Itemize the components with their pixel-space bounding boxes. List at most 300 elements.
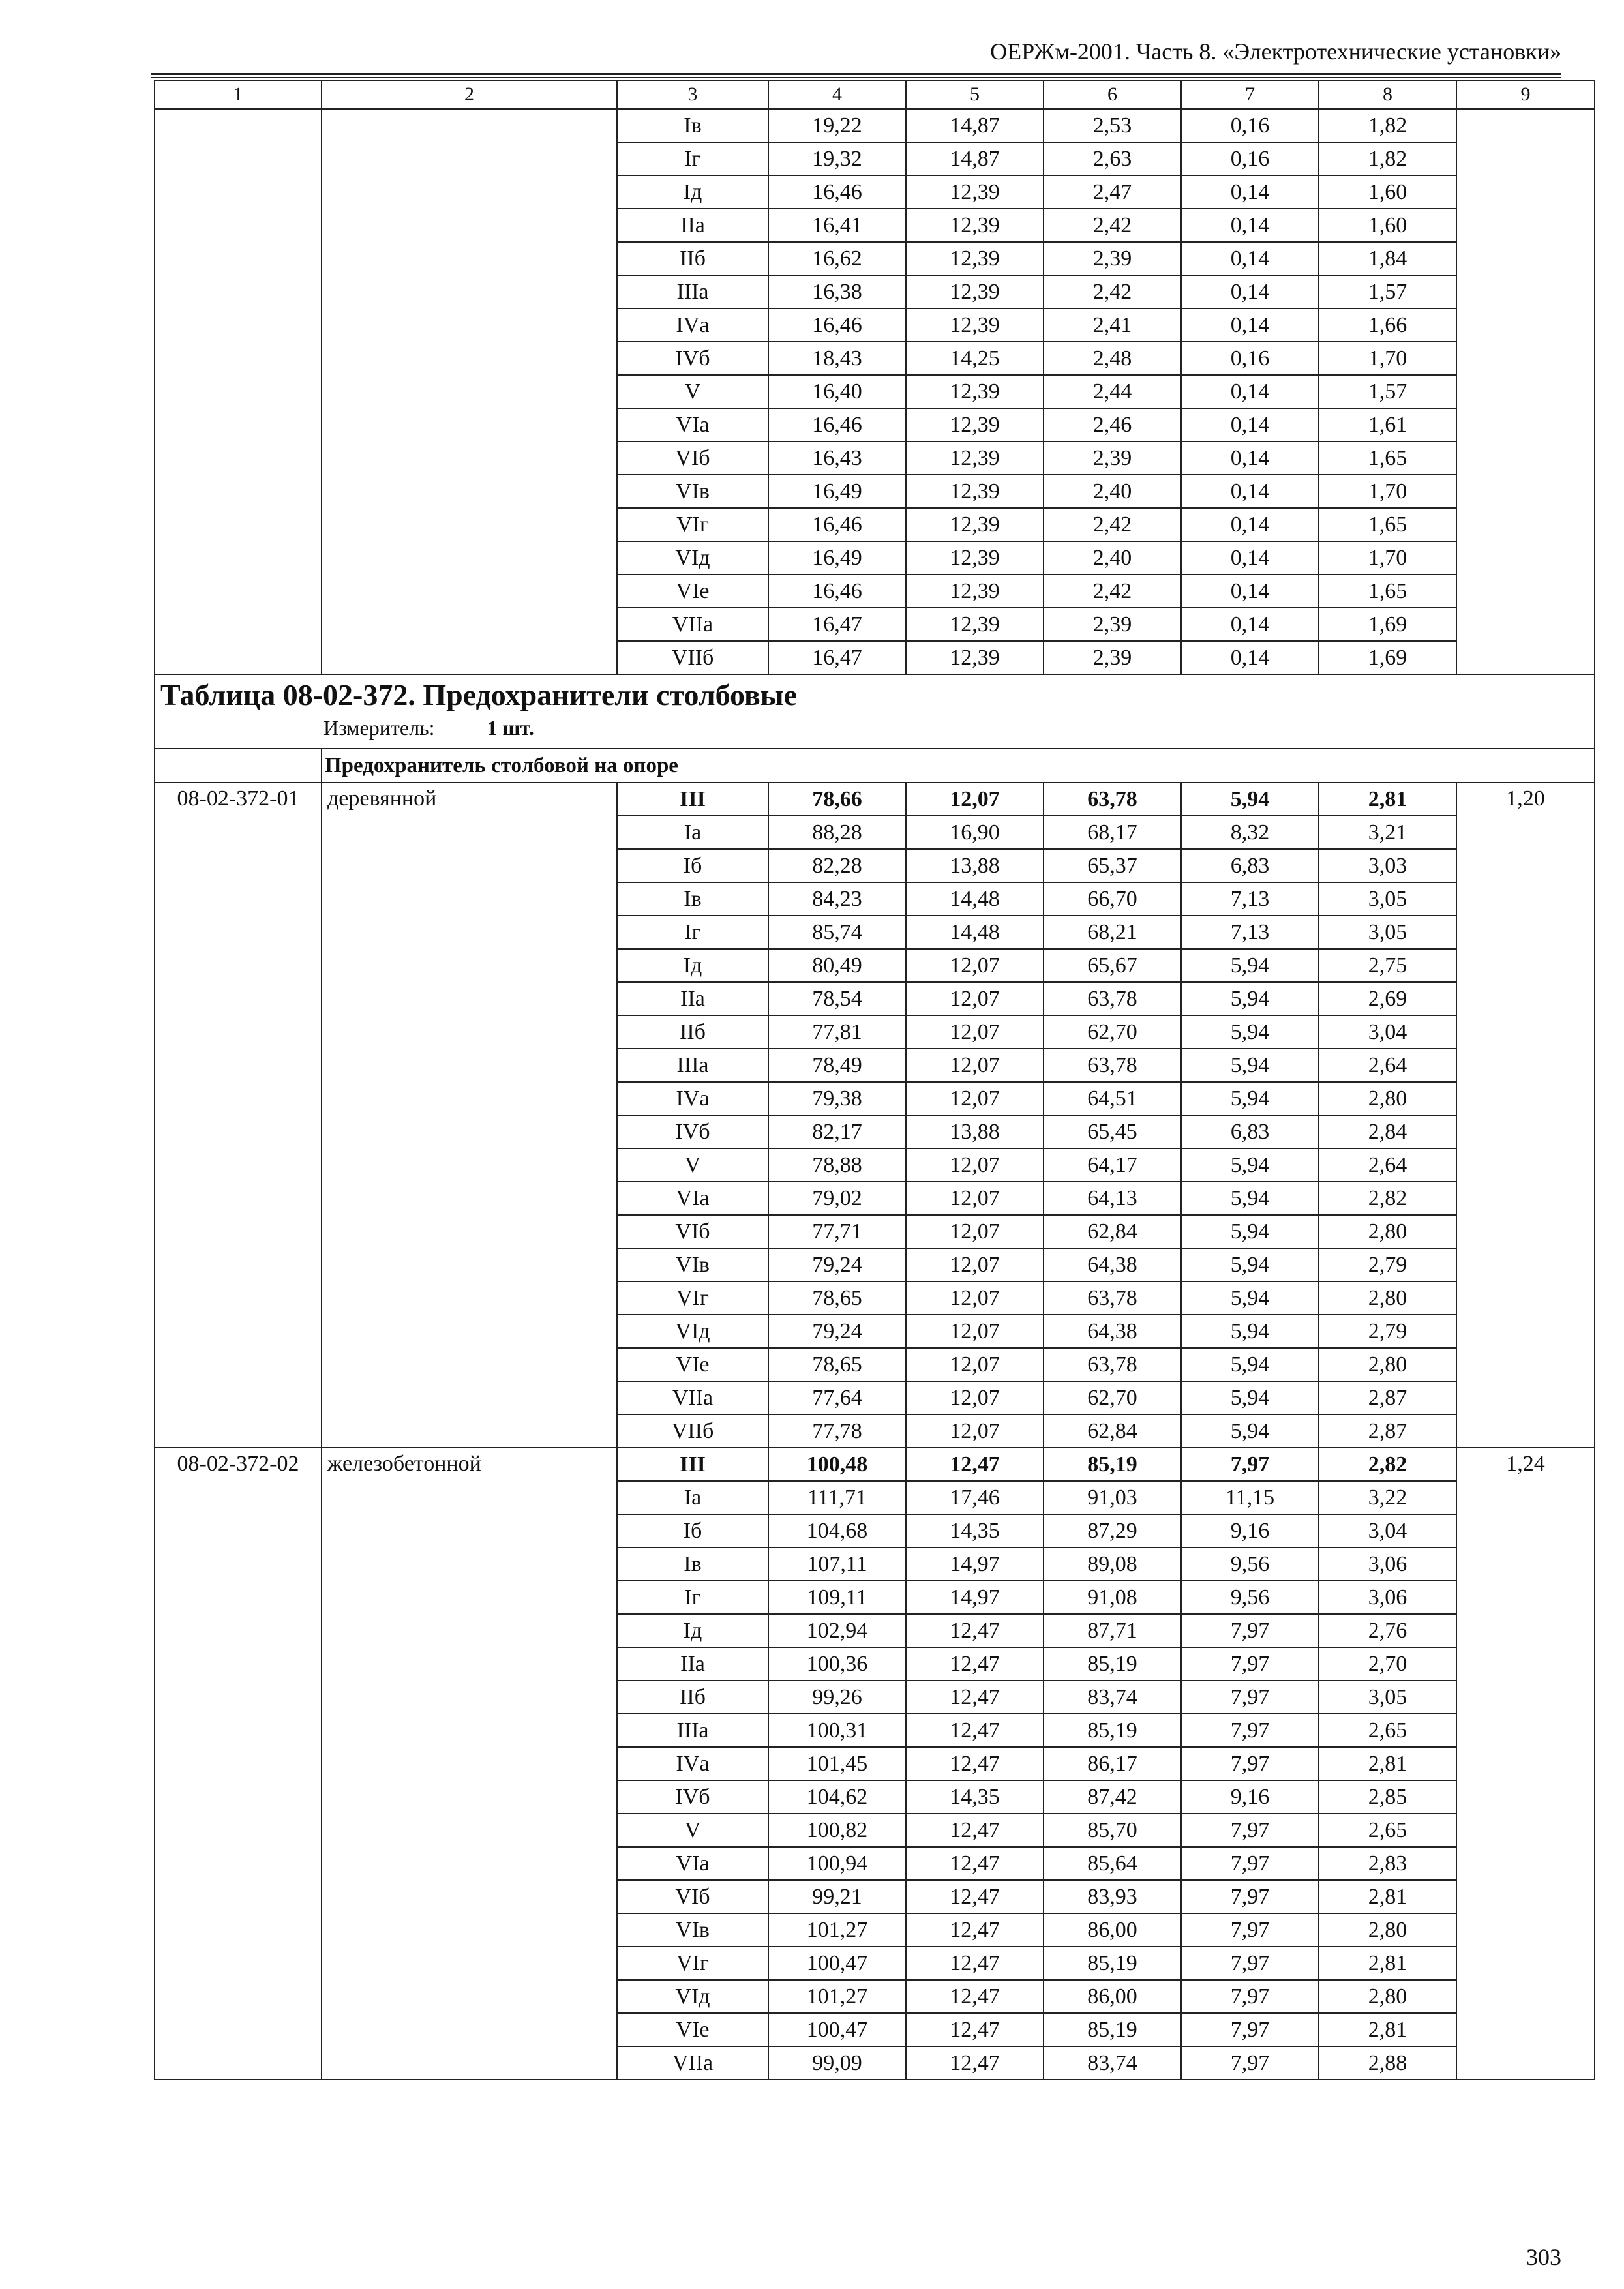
driver-wage-cell: 9,56 <box>1181 1548 1319 1581</box>
material-cost-cell: 2,85 <box>1319 1780 1456 1814</box>
driver-wage-cell: 5,94 <box>1181 1315 1319 1348</box>
driver-wage-cell: 7,13 <box>1181 916 1319 949</box>
wage-cell: 12,47 <box>906 1681 1044 1714</box>
wage-cell: 12,39 <box>906 175 1044 209</box>
zone-cell: VIб <box>617 1880 768 1913</box>
wage-cell: 12,47 <box>906 2046 1044 2080</box>
material-cost-cell: 3,04 <box>1319 1015 1456 1049</box>
zone-cell: VIIб <box>617 641 768 674</box>
material-cost-cell: 2,80 <box>1319 1348 1456 1381</box>
machine-cost-cell: 87,42 <box>1044 1780 1181 1814</box>
driver-wage-cell: 0,14 <box>1181 441 1319 475</box>
total-cost-cell: 101,45 <box>768 1747 906 1780</box>
material-cost-cell: 2,79 <box>1319 1248 1456 1281</box>
wage-cell: 12,07 <box>906 1381 1044 1414</box>
material-cost-cell: 3,05 <box>1319 1681 1456 1714</box>
material-cost-cell: 2,80 <box>1319 1215 1456 1248</box>
zone-cell: VIIа <box>617 1381 768 1414</box>
rate-coefficient: 1,20 <box>1456 783 1595 1448</box>
driver-wage-cell: 7,97 <box>1181 2046 1319 2080</box>
material-cost-cell: 1,65 <box>1319 575 1456 608</box>
wage-cell: 12,07 <box>906 1082 1044 1115</box>
wage-cell: 12,07 <box>906 1049 1044 1082</box>
rate-name: железобетонной <box>322 1448 617 2080</box>
wage-cell: 12,39 <box>906 441 1044 475</box>
page-number: 303 <box>1526 2244 1561 2270</box>
material-cost-cell: 2,76 <box>1319 1614 1456 1647</box>
material-cost-cell: 1,70 <box>1319 541 1456 575</box>
zone-cell: VIб <box>617 1215 768 1248</box>
zone-cell: IIIа <box>617 1714 768 1747</box>
wage-cell: 12,47 <box>906 1913 1044 1947</box>
material-cost-cell: 2,75 <box>1319 949 1456 982</box>
machine-cost-cell: 62,84 <box>1044 1414 1181 1448</box>
material-cost-cell: 1,65 <box>1319 508 1456 541</box>
column-number: 2 <box>322 80 617 109</box>
wage-cell: 12,47 <box>906 2013 1044 2046</box>
wage-cell: 14,48 <box>906 882 1044 916</box>
wage-cell: 14,87 <box>906 109 1044 142</box>
zone-cell: VIв <box>617 475 768 508</box>
machine-cost-cell: 63,78 <box>1044 783 1181 816</box>
total-cost-cell: 104,62 <box>768 1780 906 1814</box>
total-cost-cell: 88,28 <box>768 816 906 849</box>
total-cost-cell: 77,64 <box>768 1381 906 1414</box>
wage-cell: 12,07 <box>906 1315 1044 1348</box>
total-cost-cell: 16,62 <box>768 242 906 275</box>
driver-wage-cell: 0,14 <box>1181 508 1319 541</box>
zone-cell: V <box>617 375 768 408</box>
material-cost-cell: 2,81 <box>1319 1747 1456 1780</box>
zone-cell: VIг <box>617 1947 768 1980</box>
zone-cell: IVб <box>617 342 768 375</box>
wage-cell: 12,39 <box>906 375 1044 408</box>
wage-cell: 12,07 <box>906 949 1044 982</box>
material-cost-cell: 2,80 <box>1319 1980 1456 2013</box>
total-cost-cell: 78,54 <box>768 982 906 1015</box>
material-cost-cell: 1,82 <box>1319 109 1456 142</box>
rate-code: 08-02-372-02 <box>155 1448 322 2080</box>
driver-wage-cell: 0,14 <box>1181 475 1319 508</box>
machine-cost-cell: 62,70 <box>1044 1015 1181 1049</box>
machine-cost-cell: 65,37 <box>1044 849 1181 882</box>
zone-cell: IIб <box>617 1681 768 1714</box>
driver-wage-cell: 0,16 <box>1181 109 1319 142</box>
machine-cost-cell: 89,08 <box>1044 1548 1181 1581</box>
material-cost-cell: 2,64 <box>1319 1148 1456 1182</box>
material-cost-cell: 2,82 <box>1319 1182 1456 1215</box>
zone-cell: IIа <box>617 1647 768 1681</box>
material-cost-cell: 3,03 <box>1319 849 1456 882</box>
total-cost-cell: 16,47 <box>768 608 906 641</box>
machine-cost-cell: 86,17 <box>1044 1747 1181 1780</box>
zone-cell: Iг <box>617 916 768 949</box>
zone-cell: Iд <box>617 175 768 209</box>
zone-cell: Iг <box>617 1581 768 1614</box>
material-cost-cell: 2,65 <box>1319 1714 1456 1747</box>
total-cost-cell: 100,94 <box>768 1847 906 1880</box>
driver-wage-cell: 7,97 <box>1181 1614 1319 1647</box>
zone-cell: VIд <box>617 1980 768 2013</box>
driver-wage-cell: 9,16 <box>1181 1780 1319 1814</box>
material-cost-cell: 2,81 <box>1319 2013 1456 2046</box>
zone-cell: IIб <box>617 1015 768 1049</box>
column-number: 9 <box>1456 80 1595 109</box>
wage-cell: 12,39 <box>906 475 1044 508</box>
wage-cell: 12,39 <box>906 541 1044 575</box>
material-cost-cell: 2,88 <box>1319 2046 1456 2080</box>
zone-cell: IVа <box>617 1747 768 1780</box>
wage-cell: 12,47 <box>906 1947 1044 1980</box>
driver-wage-cell: 0,16 <box>1181 342 1319 375</box>
machine-cost-cell: 63,78 <box>1044 1049 1181 1082</box>
name-cell <box>322 109 617 674</box>
measure-label: Измеритель: <box>323 716 435 740</box>
machine-cost-cell: 85,19 <box>1044 1714 1181 1747</box>
machine-cost-cell: 85,70 <box>1044 1814 1181 1847</box>
wage-cell: 12,47 <box>906 1714 1044 1747</box>
driver-wage-cell: 8,32 <box>1181 816 1319 849</box>
total-cost-cell: 104,68 <box>768 1514 906 1548</box>
total-cost-cell: 16,46 <box>768 508 906 541</box>
rate-coefficient: 1,24 <box>1456 1448 1595 2080</box>
wage-cell: 14,87 <box>906 142 1044 175</box>
zone-cell: IVб <box>617 1780 768 1814</box>
material-cost-cell: 3,04 <box>1319 1514 1456 1548</box>
total-cost-cell: 16,47 <box>768 641 906 674</box>
driver-wage-cell: 5,94 <box>1181 949 1319 982</box>
column-number: 6 <box>1044 80 1181 109</box>
total-cost-cell: 16,43 <box>768 441 906 475</box>
zone-cell: VIа <box>617 1182 768 1215</box>
machine-cost-cell: 62,84 <box>1044 1215 1181 1248</box>
machine-cost-cell: 2,63 <box>1044 142 1181 175</box>
total-cost-cell: 84,23 <box>768 882 906 916</box>
zone-cell: VIа <box>617 408 768 441</box>
total-cost-cell: 111,71 <box>768 1481 906 1514</box>
driver-wage-cell: 7,97 <box>1181 1448 1319 1481</box>
wage-cell: 12,39 <box>906 641 1044 674</box>
group-header-row <box>155 749 1595 783</box>
machine-cost-cell: 2,44 <box>1044 375 1181 408</box>
wage-cell: 14,25 <box>906 342 1044 375</box>
zone-cell: IIа <box>617 982 768 1015</box>
machine-cost-cell: 86,00 <box>1044 1980 1181 2013</box>
material-cost-cell: 1,69 <box>1319 641 1456 674</box>
machine-cost-cell: 63,78 <box>1044 982 1181 1015</box>
wage-cell: 13,88 <box>906 1115 1044 1148</box>
zone-cell: IVб <box>617 1115 768 1148</box>
material-cost-cell: 1,60 <box>1319 175 1456 209</box>
zone-cell: Iа <box>617 816 768 849</box>
wage-cell: 12,07 <box>906 1281 1044 1315</box>
driver-wage-cell: 0,14 <box>1181 175 1319 209</box>
total-cost-cell: 77,81 <box>768 1015 906 1049</box>
table-title-row <box>155 674 1595 749</box>
material-cost-cell: 3,22 <box>1319 1481 1456 1514</box>
machine-cost-cell: 66,70 <box>1044 882 1181 916</box>
driver-wage-cell: 0,14 <box>1181 541 1319 575</box>
total-cost-cell: 78,88 <box>768 1148 906 1182</box>
total-cost-cell: 109,11 <box>768 1581 906 1614</box>
wage-cell: 12,39 <box>906 508 1044 541</box>
machine-cost-cell: 64,17 <box>1044 1148 1181 1182</box>
driver-wage-cell: 5,94 <box>1181 1015 1319 1049</box>
machine-cost-cell: 91,03 <box>1044 1481 1181 1514</box>
rate-name: деревянной <box>322 783 617 1448</box>
driver-wage-cell: 5,94 <box>1181 1348 1319 1381</box>
zone-cell: VIг <box>617 508 768 541</box>
driver-wage-cell: 9,56 <box>1181 1581 1319 1614</box>
measure-value: 1 шт. <box>487 716 534 740</box>
column-number: 3 <box>617 80 768 109</box>
machine-cost-cell: 87,29 <box>1044 1514 1181 1548</box>
machine-cost-cell: 68,17 <box>1044 816 1181 849</box>
zone-cell: VIв <box>617 1248 768 1281</box>
zone-cell: VIIа <box>617 2046 768 2080</box>
driver-wage-cell: 7,97 <box>1181 1913 1319 1947</box>
total-cost-cell: 100,47 <box>768 1947 906 1980</box>
machine-cost-cell: 63,78 <box>1044 1281 1181 1315</box>
wage-cell: 12,47 <box>906 1448 1044 1481</box>
machine-cost-cell: 91,08 <box>1044 1581 1181 1614</box>
driver-wage-cell: 0,14 <box>1181 641 1319 674</box>
driver-wage-cell: 11,15 <box>1181 1481 1319 1514</box>
driver-wage-cell: 0,14 <box>1181 608 1319 641</box>
column-number: 1 <box>155 80 322 109</box>
zone-cell: III <box>617 783 768 816</box>
driver-wage-cell: 5,94 <box>1181 1148 1319 1182</box>
driver-wage-cell: 0,14 <box>1181 375 1319 408</box>
zone-cell: IIа <box>617 209 768 242</box>
wage-cell: 14,97 <box>906 1581 1044 1614</box>
total-cost-cell: 19,22 <box>768 109 906 142</box>
machine-cost-cell: 2,48 <box>1044 342 1181 375</box>
wage-cell: 12,07 <box>906 1248 1044 1281</box>
driver-wage-cell: 5,94 <box>1181 1414 1319 1448</box>
driver-wage-cell: 7,97 <box>1181 1814 1319 1847</box>
machine-cost-cell: 64,51 <box>1044 1082 1181 1115</box>
machine-cost-cell: 2,42 <box>1044 508 1181 541</box>
machine-cost-cell: 2,42 <box>1044 275 1181 308</box>
driver-wage-cell: 6,83 <box>1181 1115 1319 1148</box>
material-cost-cell: 2,80 <box>1319 1082 1456 1115</box>
driver-wage-cell: 5,94 <box>1181 1281 1319 1315</box>
wage-cell: 12,47 <box>906 1880 1044 1913</box>
driver-wage-cell: 7,97 <box>1181 1714 1319 1747</box>
material-cost-cell: 2,83 <box>1319 1847 1456 1880</box>
table-title: Таблица 08-02-372. Предохранители столбовые <box>160 678 798 711</box>
zone-cell: Iв <box>617 1548 768 1581</box>
total-cost-cell: 82,17 <box>768 1115 906 1148</box>
total-cost-cell: 19,32 <box>768 142 906 175</box>
zone-cell: Iб <box>617 849 768 882</box>
zone-cell: VIе <box>617 1348 768 1381</box>
total-cost-cell: 18,43 <box>768 342 906 375</box>
total-cost-cell: 100,47 <box>768 2013 906 2046</box>
wage-cell: 12,07 <box>906 982 1044 1015</box>
wage-cell: 17,46 <box>906 1481 1044 1514</box>
material-cost-cell: 1,61 <box>1319 408 1456 441</box>
wage-cell: 12,07 <box>906 1414 1044 1448</box>
wage-cell: 12,07 <box>906 1148 1044 1182</box>
total-cost-cell: 99,09 <box>768 2046 906 2080</box>
machine-cost-cell: 2,46 <box>1044 408 1181 441</box>
driver-wage-cell: 5,94 <box>1181 1082 1319 1115</box>
table-row <box>155 109 1595 142</box>
rates-table-body <box>155 80 1595 2080</box>
driver-wage-cell: 7,97 <box>1181 1681 1319 1714</box>
machine-cost-cell: 2,40 <box>1044 475 1181 508</box>
zone-cell: VIIб <box>617 1414 768 1448</box>
zone-cell: IVа <box>617 1082 768 1115</box>
material-cost-cell: 2,87 <box>1319 1381 1456 1414</box>
machine-cost-cell: 85,64 <box>1044 1847 1181 1880</box>
machine-cost-cell: 83,74 <box>1044 1681 1181 1714</box>
driver-wage-cell: 7,97 <box>1181 1647 1319 1681</box>
wage-cell: 12,39 <box>906 242 1044 275</box>
driver-wage-cell: 5,94 <box>1181 1248 1319 1281</box>
machine-cost-cell: 63,78 <box>1044 1348 1181 1381</box>
wage-cell: 12,47 <box>906 1980 1044 2013</box>
driver-wage-cell: 7,97 <box>1181 2013 1319 2046</box>
wage-cell: 13,88 <box>906 849 1044 882</box>
column-number: 5 <box>906 80 1044 109</box>
column-number: 8 <box>1319 80 1456 109</box>
machine-cost-cell: 2,39 <box>1044 441 1181 475</box>
wage-cell: 12,47 <box>906 1814 1044 1847</box>
material-cost-cell: 1,66 <box>1319 308 1456 342</box>
machine-cost-cell: 2,40 <box>1044 541 1181 575</box>
wage-cell: 12,07 <box>906 1215 1044 1248</box>
wage-cell: 12,47 <box>906 1847 1044 1880</box>
driver-wage-cell: 7,97 <box>1181 1947 1319 1980</box>
machine-cost-cell: 83,74 <box>1044 2046 1181 2080</box>
zone-cell: III <box>617 1448 768 1481</box>
machine-cost-cell: 64,38 <box>1044 1248 1181 1281</box>
machine-cost-cell: 2,39 <box>1044 608 1181 641</box>
wage-cell: 12,07 <box>906 783 1044 816</box>
material-cost-cell: 2,79 <box>1319 1315 1456 1348</box>
zone-cell: VIе <box>617 575 768 608</box>
material-cost-cell: 2,87 <box>1319 1414 1456 1448</box>
total-cost-cell: 85,74 <box>768 916 906 949</box>
total-cost-cell: 78,65 <box>768 1281 906 1315</box>
total-cost-cell: 79,24 <box>768 1248 906 1281</box>
zone-cell: VIб <box>617 441 768 475</box>
machine-cost-cell: 2,47 <box>1044 175 1181 209</box>
rates-table <box>154 80 1595 2080</box>
material-cost-cell: 1,65 <box>1319 441 1456 475</box>
zone-cell: VIе <box>617 2013 768 2046</box>
total-cost-cell: 100,31 <box>768 1714 906 1747</box>
wage-cell: 12,07 <box>906 1182 1044 1215</box>
driver-wage-cell: 7,97 <box>1181 1847 1319 1880</box>
zone-cell: IVа <box>617 308 768 342</box>
material-cost-cell: 1,84 <box>1319 242 1456 275</box>
material-cost-cell: 2,82 <box>1319 1448 1456 1481</box>
material-cost-cell: 2,65 <box>1319 1814 1456 1847</box>
rate-code: 08-02-372-01 <box>155 783 322 1448</box>
machine-cost-cell: 64,13 <box>1044 1182 1181 1215</box>
machine-cost-cell: 62,70 <box>1044 1381 1181 1414</box>
machine-cost-cell: 64,38 <box>1044 1315 1181 1348</box>
column-number-row <box>155 80 1595 109</box>
zone-cell: IIIа <box>617 1049 768 1082</box>
material-cost-cell: 1,69 <box>1319 608 1456 641</box>
machine-cost-cell: 2,42 <box>1044 575 1181 608</box>
driver-wage-cell: 0,14 <box>1181 275 1319 308</box>
material-cost-cell: 1,60 <box>1319 209 1456 242</box>
material-cost-cell: 1,82 <box>1319 142 1456 175</box>
table-title-cell <box>155 674 1595 749</box>
material-cost-cell: 3,05 <box>1319 882 1456 916</box>
machine-cost-cell: 68,21 <box>1044 916 1181 949</box>
machine-cost-cell: 85,19 <box>1044 2013 1181 2046</box>
wage-cell: 16,90 <box>906 816 1044 849</box>
driver-wage-cell: 5,94 <box>1181 1182 1319 1215</box>
total-cost-cell: 16,49 <box>768 475 906 508</box>
zone-cell: VIд <box>617 1315 768 1348</box>
wage-cell: 12,47 <box>906 1614 1044 1647</box>
machine-cost-cell: 2,42 <box>1044 209 1181 242</box>
coefficient-cell <box>1456 109 1595 674</box>
material-cost-cell: 1,70 <box>1319 475 1456 508</box>
total-cost-cell: 16,41 <box>768 209 906 242</box>
material-cost-cell: 2,80 <box>1319 1913 1456 1947</box>
machine-cost-cell: 86,00 <box>1044 1913 1181 1947</box>
wage-cell: 14,35 <box>906 1780 1044 1814</box>
total-cost-cell: 82,28 <box>768 849 906 882</box>
wage-cell: 12,47 <box>906 1647 1044 1681</box>
zone-cell: Iд <box>617 1614 768 1647</box>
total-cost-cell: 77,78 <box>768 1414 906 1448</box>
column-number: 7 <box>1181 80 1319 109</box>
driver-wage-cell: 0,16 <box>1181 142 1319 175</box>
total-cost-cell: 99,21 <box>768 1880 906 1913</box>
driver-wage-cell: 0,14 <box>1181 408 1319 441</box>
total-cost-cell: 79,24 <box>768 1315 906 1348</box>
material-cost-cell: 2,69 <box>1319 982 1456 1015</box>
driver-wage-cell: 5,94 <box>1181 1381 1319 1414</box>
driver-wage-cell: 7,97 <box>1181 1747 1319 1780</box>
machine-cost-cell: 85,19 <box>1044 1448 1181 1481</box>
material-cost-cell: 2,80 <box>1319 1281 1456 1315</box>
machine-cost-cell: 85,19 <box>1044 1947 1181 1980</box>
total-cost-cell: 16,46 <box>768 575 906 608</box>
zone-cell: Iб <box>617 1514 768 1548</box>
wage-cell: 12,39 <box>906 308 1044 342</box>
material-cost-cell: 2,81 <box>1319 783 1456 816</box>
total-cost-cell: 16,49 <box>768 541 906 575</box>
wage-cell: 14,97 <box>906 1548 1044 1581</box>
measure-line <box>155 711 1594 744</box>
driver-wage-cell: 0,14 <box>1181 575 1319 608</box>
header-rule <box>151 73 1561 75</box>
total-cost-cell: 79,02 <box>768 1182 906 1215</box>
page-header-title: ОЕРЖм-2001. Часть 8. «Электротехнические установки» <box>990 38 1561 65</box>
machine-cost-cell: 2,39 <box>1044 242 1181 275</box>
machine-cost-cell: 85,19 <box>1044 1647 1181 1681</box>
driver-wage-cell: 0,14 <box>1181 209 1319 242</box>
material-cost-cell: 2,64 <box>1319 1049 1456 1082</box>
total-cost-cell: 16,38 <box>768 275 906 308</box>
wage-cell: 12,47 <box>906 1747 1044 1780</box>
driver-wage-cell: 7,97 <box>1181 1980 1319 2013</box>
driver-wage-cell: 6,83 <box>1181 849 1319 882</box>
driver-wage-cell: 0,14 <box>1181 242 1319 275</box>
zone-cell: VIг <box>617 1281 768 1315</box>
